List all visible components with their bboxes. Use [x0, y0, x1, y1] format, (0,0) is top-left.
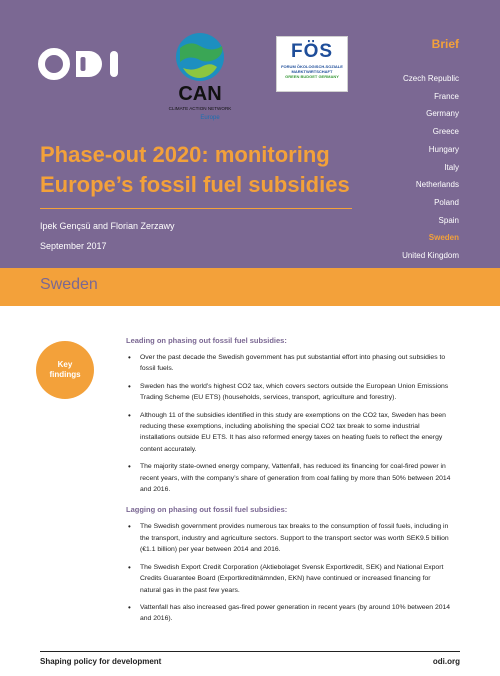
- section-heading-leading: Leading on phasing out fossil fuel subsidies:: [126, 336, 287, 345]
- report-header: [0, 0, 500, 268]
- country-item-italy[interactable]: Italy: [444, 162, 459, 172]
- key-findings-label: Key findings: [49, 360, 81, 379]
- country-item-united-kingdom[interactable]: United Kingdom: [402, 251, 459, 261]
- report-title: Phase-out 2020: monitoring Europe’s fossil fuel subsidies: [40, 142, 350, 197]
- footer-divider: [40, 651, 460, 652]
- fos-line-3: GREEN BUDGET GERMANY: [285, 74, 339, 79]
- can-wordmark: CAN: [178, 83, 222, 105]
- list-item: • Vattenfall has also increased gas-fired power generation in recent years (by around 10% between 2014 and 2016).: [126, 602, 452, 625]
- country-item-france[interactable]: France: [434, 91, 459, 101]
- brief-label: Brief: [431, 37, 459, 51]
- publication-date: September 2017: [40, 241, 107, 251]
- country-item-hungary[interactable]: Hungary: [428, 144, 459, 154]
- country-item-czech-republic[interactable]: Czech Republic: [402, 74, 459, 83]
- country-item-greece[interactable]: Greece: [432, 127, 459, 137]
- list-item: • Over the past decade the Swedish government has put substantial effort into phasing out subsidies to fossil fuels.: [126, 352, 452, 375]
- country-list: [401, 70, 459, 282]
- title-divider: [40, 208, 352, 209]
- footer-site-link[interactable]: odi.org: [432, 657, 460, 666]
- country-item-poland[interactable]: Poland: [434, 197, 459, 207]
- footer-tagline: Shaping policy for development: [40, 657, 162, 666]
- list-item: • The Swedish government provides numerous tax breaks to the consumption of fossil fuels, including in the transport, industry and agriculture sectors. Support to the transport sector was worth SEK9.5 billion (€1.1 billion) per year between 2014 and 2016.: [126, 521, 452, 555]
- odi-logo: [36, 44, 132, 84]
- country-item-sweden[interactable]: Sweden: [428, 233, 459, 243]
- country-item-germany[interactable]: Germany: [426, 109, 459, 119]
- country-band: [0, 268, 500, 306]
- country-item-netherlands[interactable]: Netherlands: [415, 180, 459, 190]
- section-heading-lagging: Lagging on phasing out fossil fuel subsidies:: [126, 505, 288, 515]
- authors: Ipek Gençsü and Florian Zerzawy: [40, 221, 175, 231]
- list-item: • The majority state-owned energy company, Vattenfall, has reduced its financing for coal-fired power in recent years, with the company’s share of generation from coal falling by more than 50% between 2014 and 2016.: [126, 461, 452, 495]
- country-item-spain[interactable]: Spain: [438, 215, 459, 225]
- key-findings-badge: [36, 341, 94, 399]
- can-globe-logo: [158, 30, 242, 122]
- can-subtitle: CLIMATE ACTION NETWORK: [168, 106, 232, 111]
- fos-wordmark: FÖS: [290, 41, 334, 62]
- fos-line-2: MARKTWIRTSCHAFT: [291, 69, 333, 74]
- fos-logo: [276, 36, 348, 92]
- lagging-bullet-list: [126, 521, 452, 624]
- country-heading: Sweden: [40, 276, 98, 293]
- list-item: • The Swedish Export Credit Corporation (Aktiebolaget Svensk Exportkredit, SEK) and National Export Credits Guarantee Board (Exportkreditnämnden, EKN) have continued or increased financing for natural gas in the past few years.: [126, 562, 452, 596]
- can-region: Europe: [200, 115, 220, 121]
- list-item: • Although 11 of the subsidies identified in this study are exemptions on the CO2 tax, Sweden has been reducing these exemptions, including abolishing the special CO2 tax break to some industrial installations outside EU ETS. It has also reformed energy taxes on heating fuels to reflect the energy content accurately.: [126, 410, 452, 456]
- fos-line-1: FORUM ÖKOLOGISCH-SOZIALE: [281, 64, 343, 69]
- leading-bullet-list: [126, 352, 452, 495]
- key-findings-content: [126, 336, 452, 631]
- list-item: • Sweden has the world’s highest CO2 tax, which covers sectors outside the European Union Emissions Trading Scheme (EU ETS) (households, services, transport, agriculture and forestry).: [126, 381, 452, 404]
